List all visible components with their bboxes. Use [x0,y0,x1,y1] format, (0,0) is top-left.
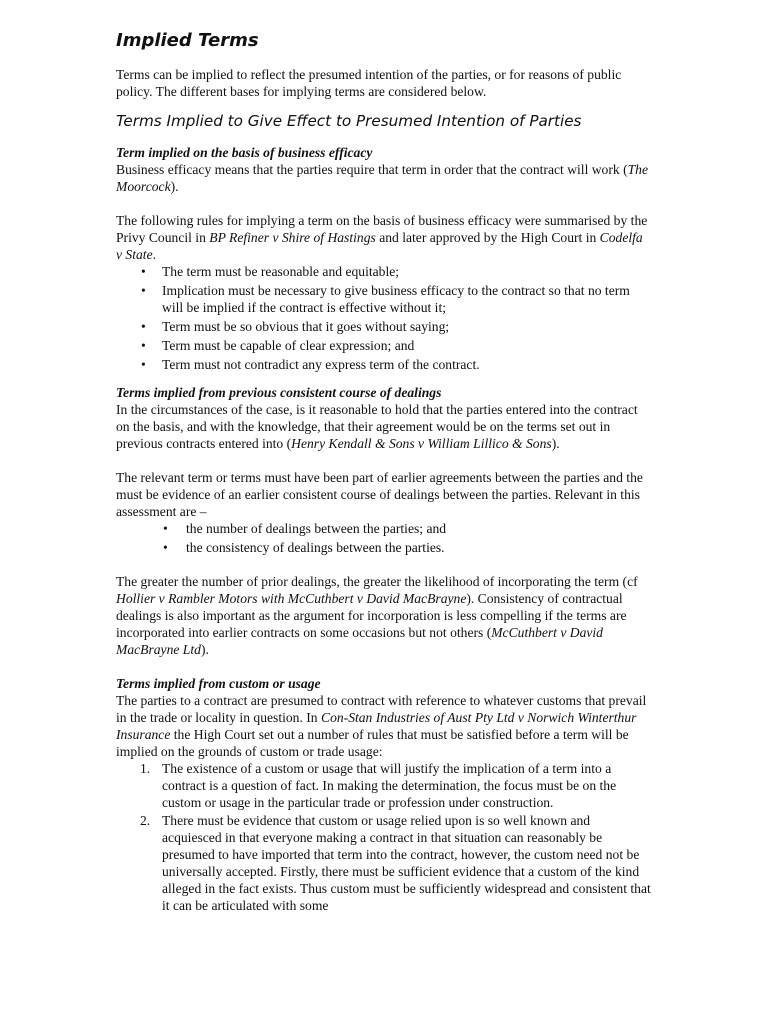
custom-usage-paragraph: The parties to a contract are presumed to contract with reference to whatever customs that prevail in the trade or locality in question. In Con-Stan Industries of Aust Pty Ltd v Norwich Winterthur Insurance the High Court set out a number of rules that must be satisfied before a term will be implied on the grounds of custom or trade usage: [116,693,647,759]
custom-usage-heading: Terms implied from custom or usage [116,676,321,691]
business-efficacy-rules-intro: The following rules for implying a term on the basis of business efficacy were summarised by the Privy Council in BP Refiner v Shire of Hastings and later approved by the High Court in Codelfa v State. [116,213,648,262]
course-of-dealings-requirements: The relevant term or terms must have been part of earlier agreements between the parties and the must be evidence of an earlier consistent course of dealings between the parties. Relevant in this assessment are – [116,470,643,519]
course-of-dealings-paragraph: In the circumstances of the case, is it reasonable to hold that the parties entered into the contract on the basis, and with the knowledge, that their agreement would be on the terms set out in previous contracts entered into (Henry Kendall & Sons v William Lillico & Sons). [116,402,638,451]
bullet-icon: • [163,540,168,555]
list-item: • Term must not contradict any express term of the contract. [141,357,480,372]
bullet-icon: • [141,264,146,279]
page-title: Implied Terms [116,30,259,51]
bullet-icon: • [141,319,146,334]
list-item: 2. There must be evidence that custom or usage relied upon is so well known and acquiesced in that everyone making a contract in that situation can reasonably be presumed to have imported that term into the contract, however, the custom need not be universally accepted. Firstly, there must be sufficient evidence that a custom of the kind alleged in the fact exists. Thus custom must be sufficiently widespread and consistent that it can be articulated with some [140,813,651,913]
list-item: 1. The existence of a custom or usage that will justify the implication of a term into a contract is a question of fact. In making the determination, the focus must be on the custom or usage in the particular trade or profession under construction. [140,761,617,810]
business-efficacy-heading: Term implied on the basis of business efficacy [116,145,373,160]
bullet-icon: • [141,283,146,298]
list-item: • the consistency of dealings between the parties. [163,540,445,555]
case-name: BP Refiner v Shire of Hastings [209,230,376,245]
section-heading: Terms Implied to Give Effect to Presumed Intention of Parties [116,112,582,130]
case-name: Henry Kendall & Sons v William Lillico & Sons [291,436,552,451]
business-efficacy-definition: Business efficacy means that the parties require that term in order that the contract will work (The Moorcock). [116,162,648,194]
case-name: The Moorcock [116,162,648,194]
case-name: McCuthbert v David MacBrayne Ltd [116,625,603,657]
list-item: • the number of dealings between the parties; and [163,521,447,536]
business-efficacy-rules-list [116,263,652,373]
course-of-dealings-heading: Terms implied from previous consistent course of dealings [116,385,442,400]
course-of-dealings-factors [116,520,652,556]
case-name: Con-Stan Industries of Aust Pty Ltd v Norwich Winterthur Insurance [116,710,637,742]
bullet-icon: • [141,338,146,353]
bullet-icon: • [141,357,146,372]
list-item: • The term must be reasonable and equitable; [141,264,400,279]
custom-usage-rules-list [116,760,652,914]
list-item: • Term must be capable of clear expression; and [141,338,415,353]
list-item: • Term must be so obvious that it goes without saying; [141,319,450,334]
list-item: • Implication must be necessary to give business efficacy to the contract so that no term will be implied if the contract is effective without it; [141,283,630,315]
prior-dealings-paragraph: The greater the number of prior dealings, the greater the likelihood of incorporating the term (cf Hollier v Rambler Motors with McCuthbert v David MacBrayne). Consistency of contractual dealings is also important as the argument for incorporation is less compelling if the terms are incorporated into earlier contracts on some occasions but not others (McCuthbert v David MacBrayne Ltd). [116,574,638,657]
case-name: Hollier v Rambler Motors with McCuthbert v David MacBrayne [116,591,467,606]
intro-paragraph: Terms can be implied to reflect the presumed intention of the parties, or for reasons of public policy. The different bases for implying terms are considered below. [116,67,622,99]
case-name: Codelfa v State [116,230,643,262]
bullet-icon: • [163,521,168,536]
